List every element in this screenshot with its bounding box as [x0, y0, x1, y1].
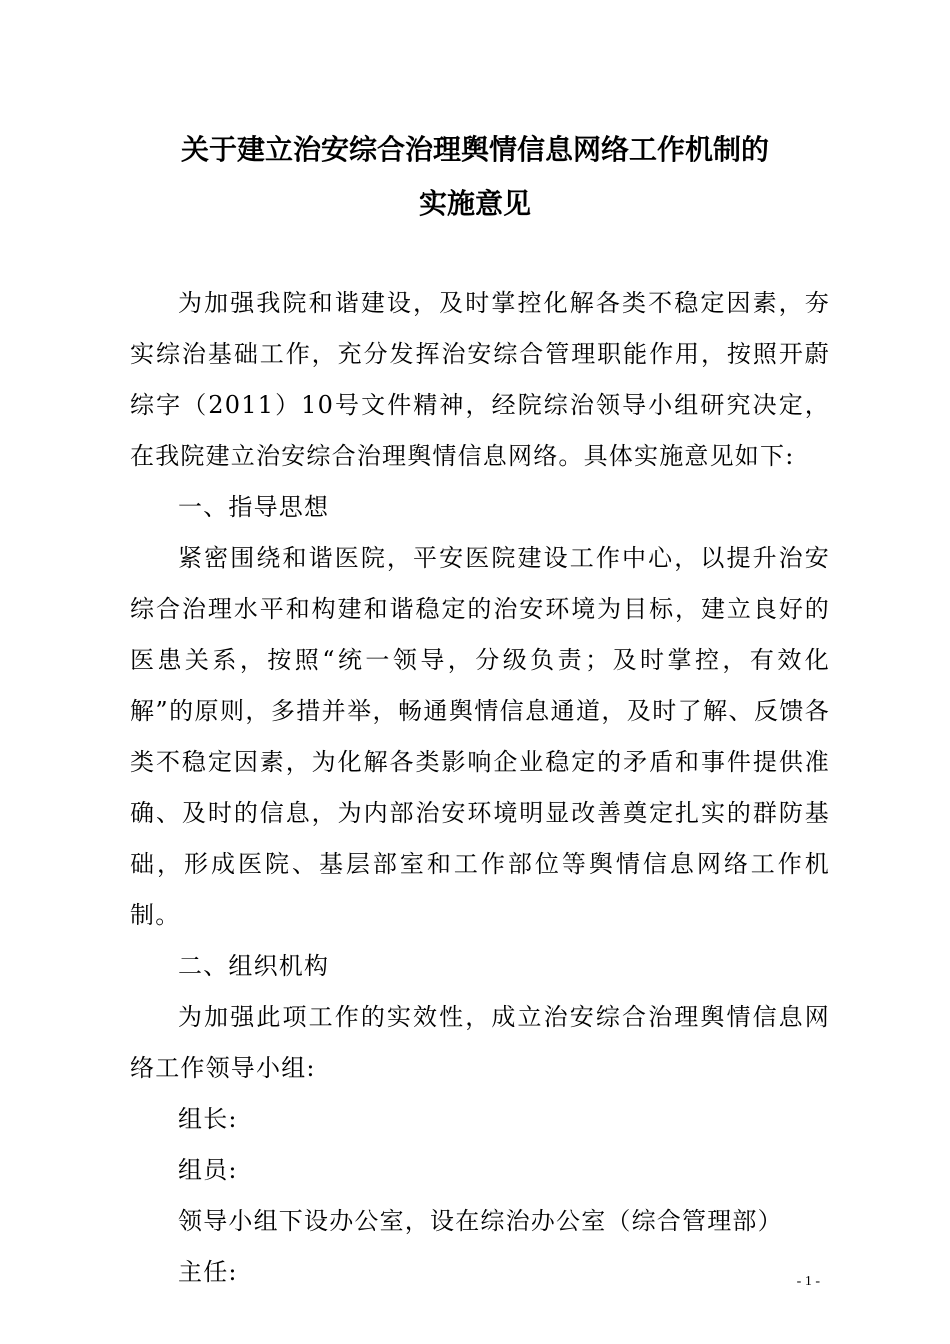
section-heading-organization: 二、组织机构	[178, 952, 330, 980]
page-number: - 1 -	[796, 1274, 820, 1289]
guiding-ideology-paragraph: 紧密围绕和谐医院，平安医院建设工作中心，以提升治安综合治理水平和构建和谐稳定的治安环境为目标，建立良好的医患关系，按照“统一领导，分级负责；及时掌控，有效化解”的原则，多措并举，畅通舆情信息通道，及时了解、反馈各类不稳定因素，为化解各类影响企业稳定的矛盾和事件提供准确、及时的信息，为内部治安环境明显改善奠定扎实的群防基础，形成医院、基层部室和工作部位等舆情信息网络工作机制。	[130, 544, 830, 929]
document-title-line-1: 关于建立治安综合治理舆情信息网络工作机制的	[180, 133, 769, 166]
document-body	[130, 278, 830, 1298]
intro-paragraph: 为加强我院和谐建设，及时掌控化解各类不稳定因素，夯实综治基础工作，充分发挥治安综合管理职能作用，按照开蔚综字（2011）10号文件精神，经院综治领导小组研究决定，在我院建立治安综合治理舆情信息网络。具体实施意见如下:	[130, 289, 830, 470]
section-heading-guiding-ideology: 一、指导思想	[178, 493, 330, 521]
office-line: 领导小组下设办公室，设在综治办公室（综合管理部）	[178, 1207, 783, 1235]
organization-paragraph: 为加强此项工作的实效性，成立治安综合治理舆情信息网络工作领导小组:	[130, 1003, 830, 1082]
director-line: 主任:	[178, 1258, 238, 1286]
group-leader-line: 组长:	[178, 1105, 238, 1133]
group-members-line: 组员:	[178, 1156, 238, 1184]
document-title-line-2: 实施意见	[418, 187, 531, 220]
